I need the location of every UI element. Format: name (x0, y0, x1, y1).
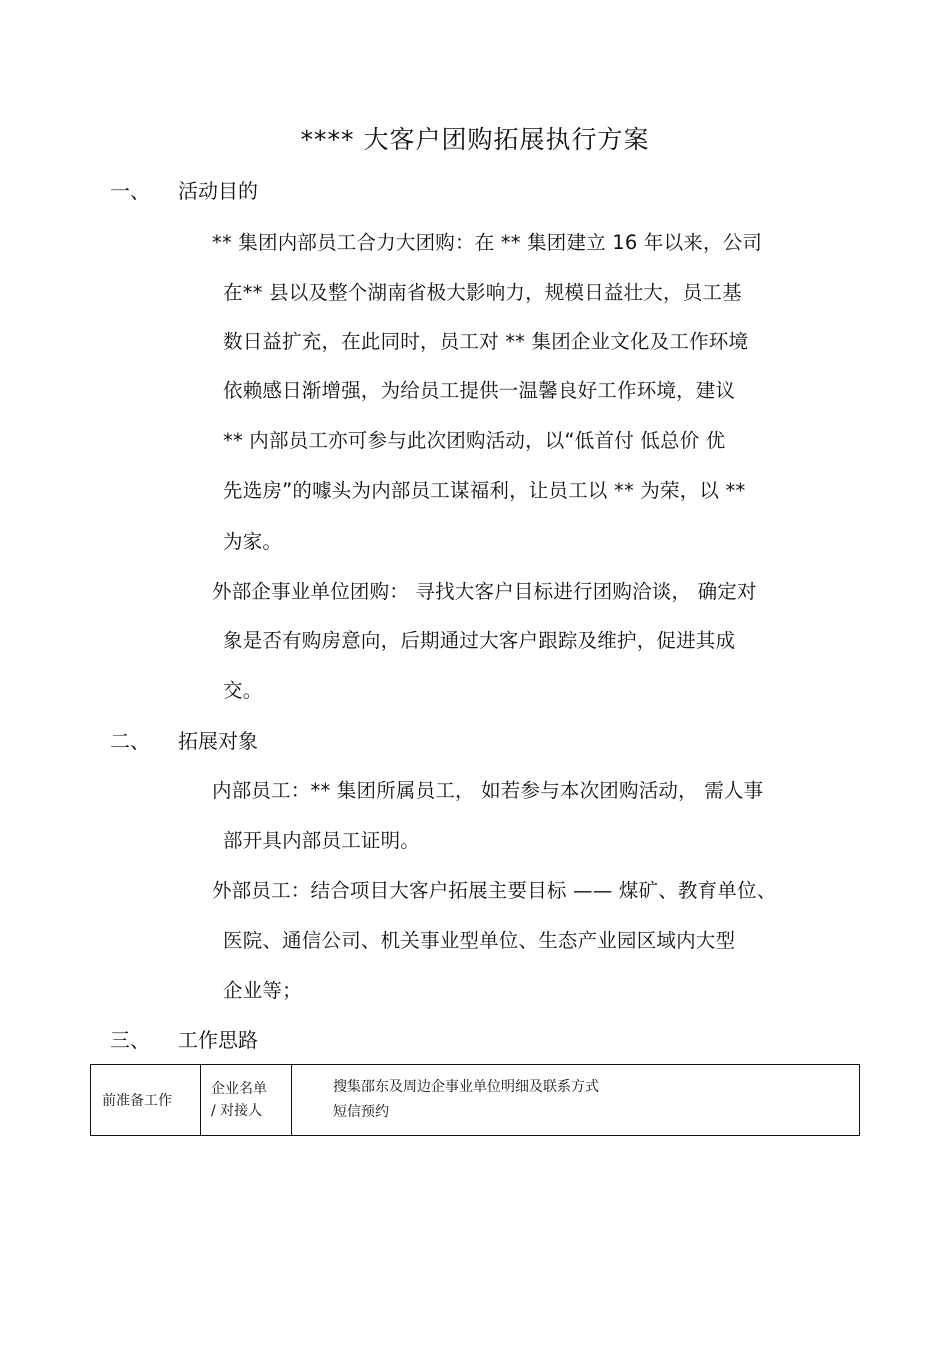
paragraph-line: 为家。 (223, 530, 283, 553)
paragraph-line: 数日益扩充，在此同时，员工对 ** 集团企业文化及工作环境 (223, 330, 749, 353)
paragraph-line: 外部员工：结合项目大客户拓展主要目标 —— 煤矿、教育单位、 (212, 879, 777, 902)
section-number: 二、 (110, 729, 150, 753)
paragraph-line: 交。 (223, 679, 263, 702)
paragraph-line: 医院、通信公司、机关事业型单位、生态产业园区域内大型 (223, 929, 736, 952)
paragraph-line: ** 集团内部员工合力大团购：在 ** 集团建立 16 年以来，公司 (212, 231, 763, 254)
page-title: **** 大客户团购拓展执行方案 (300, 125, 650, 154)
table-cell-detail (292, 1065, 859, 1135)
section-title: 活动目的 (178, 179, 258, 203)
table-cell-phase (91, 1065, 201, 1135)
phase-label: 前准备工作 (102, 1093, 172, 1109)
section-heading-targets (110, 726, 258, 756)
section-heading-approach (110, 1025, 258, 1055)
section-number: 三、 (110, 1028, 150, 1052)
work-plan-table (90, 1064, 860, 1136)
paragraph-line: 先选房”的噱头为内部员工谋福利，让员工以 ** 为荣，以 ** (223, 479, 746, 502)
paragraph-line: 依赖感日渐增强，为给员工提供一温馨良好工作环境，建议 (223, 379, 736, 402)
detail-line: 搜集邵东及周边企事业单位明细及联系方式 (333, 1079, 599, 1095)
paragraph-line: 内部员工：** 集团所属员工， 如若参与本次团购活动， 需人事 (212, 779, 764, 802)
paragraph-line: 部开具内部员工证明。 (223, 829, 421, 852)
item-label-line: 企业名单 (211, 1081, 267, 1097)
item-label-line: / 对接人 (211, 1103, 263, 1119)
section-number: 一、 (110, 179, 150, 203)
paragraph-line: ** 内部员工亦可参与此次团购活动，以“低首付 低总价 优 (223, 429, 726, 452)
section-title: 拓展对象 (178, 729, 258, 753)
paragraph-line: 企业等； (223, 979, 302, 1002)
detail-line: 短信预约 (333, 1104, 389, 1120)
paragraph-line: 在** 县以及整个湖南省极大影响力，规模日益壮大，员工基 (223, 281, 742, 304)
table-cell-item (201, 1065, 292, 1135)
section-heading-purpose (110, 176, 258, 206)
paragraph-line: 外部企事业单位团购： 寻找大客户目标进行团购洽谈， 确定对 (212, 580, 757, 603)
paragraph-line: 象是否有购房意向，后期通过大客户跟踪及维护，促进其成 (223, 629, 736, 652)
section-title: 工作思路 (178, 1028, 258, 1052)
